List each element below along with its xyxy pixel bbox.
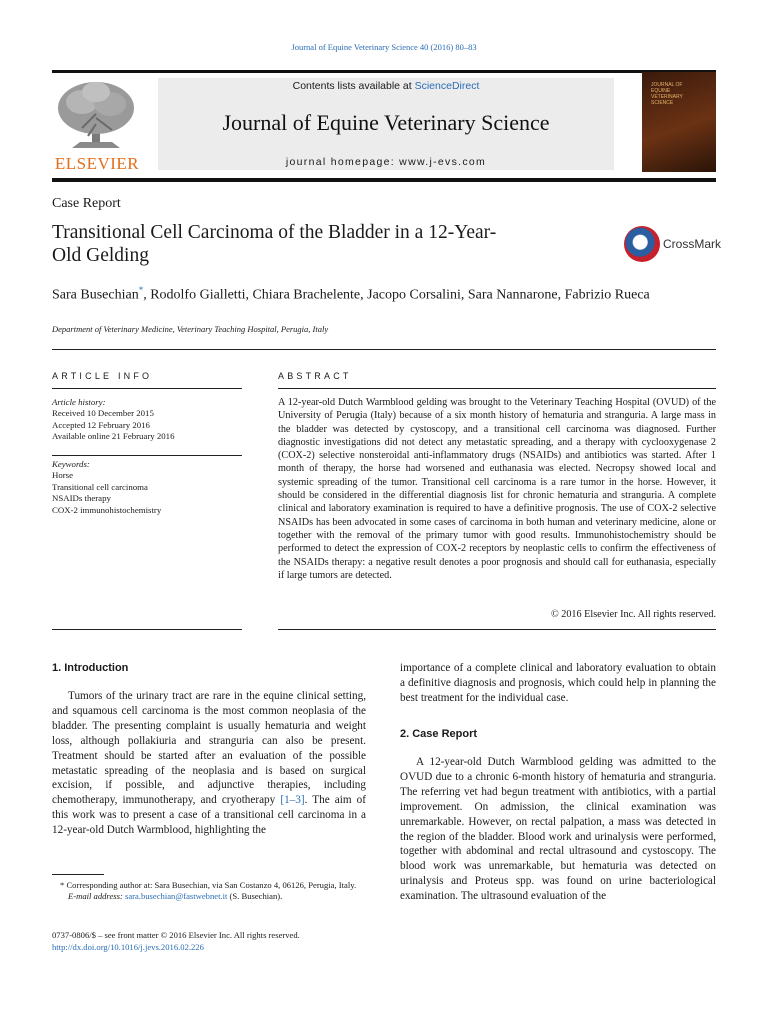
history-label: Article history: <box>52 397 106 407</box>
doi-link[interactable]: http://dx.doi.org/10.1016/j.jevs.2016.02.226 <box>52 942 204 952</box>
keywords-label: Keywords: <box>52 459 90 469</box>
received-date: Received 10 December 2015 <box>52 408 154 419</box>
sciencedirect-link[interactable]: ScienceDirect <box>414 80 480 92</box>
crossmark-icon[interactable] <box>624 226 660 262</box>
email-label: E-mail address: <box>68 891 125 902</box>
intro-continuation-text: importance of a complete clinical and laboratory evaluation to obtain a definitive diagnosis and prognosis, which could help in planning the best treatment for the individual case. <box>400 662 716 704</box>
email-link[interactable]: sara.busechian@fastwebnet.it <box>124 891 228 902</box>
article-history <box>52 397 242 443</box>
footnote-rule <box>52 874 104 875</box>
author-first: Sara Busechian <box>52 287 139 303</box>
abstract-heading: ABSTRACT <box>278 371 352 381</box>
intro-text-part1: Tumors of the urinary tract are rare in the equine clinical setting, and squamous cell carcinoma is the most common neoplasia of the bladder. The presenting complaint is usually hematuria and weight loss, although pollakiuria and stranguria can also be present. Treatment should be started after an evaluation of the possible metastatic spreading of the neoplasia and is based on surgical excision, if possible, and adjunctive therapies, including chemotherapy, immunotherapy, and cryotherapy <box>52 690 366 807</box>
email-suffix: (S. Busechian). <box>227 891 283 902</box>
journal-title: Journal of Equine Veterinary Science <box>222 110 550 135</box>
crossmark-label[interactable]: CrossMark <box>663 237 722 251</box>
intro-text-part2: . The aim of this work was to present a case of a transitional cell carcinoma in a 12-year-old Dutch Warmblood, highlighting the <box>52 794 366 837</box>
intro-continuation <box>400 661 716 706</box>
article-title: Transitional Cell Carcinoma of the Bladder in a 12-Year-Old Gelding <box>52 222 497 266</box>
reference-link[interactable]: [1–3] <box>280 794 305 807</box>
keyword: Transitional cell carcinoma <box>52 481 148 492</box>
keywords-block <box>52 459 242 516</box>
corresponding-footnote <box>52 880 382 903</box>
info-bottom-rule <box>52 629 242 630</box>
keyword: COX-2 immunohistochemistry <box>52 504 162 515</box>
case-report-text <box>400 755 716 904</box>
case-report-heading: 2. Case Report <box>400 728 478 740</box>
introduction-text <box>52 689 366 838</box>
abstract-copyright: © 2016 Elsevier Inc. All rights reserved. <box>550 609 716 620</box>
author-others: , Rodolfo Gialletti, Chiara Brachelente, Jacopo Corsalini, Sara Nannarone, Fabrizio Rueca <box>143 287 650 303</box>
keyword: NSAIDs therapy <box>52 493 111 504</box>
masthead-bottom-rule <box>52 178 716 182</box>
footnote-mark: * <box>60 880 65 890</box>
contents-prefix: Contents lists available at <box>292 80 415 92</box>
introduction-heading: 1. Introduction <box>52 662 129 674</box>
author-list <box>52 281 716 305</box>
case-report-paragraph: A 12-year-old Dutch Warmblood gelding was admitted to the OVUD due to a chronic 6-month history of hematuria and stranguria. The referring vet had begun treatment with antibiotics, with a partial improvement. On admission, the clinical examination was unremarkable. However, on rectal palpation, a mass was detected in the region of the bladder. Blood work and urinalysis were performed, together with abdominal and rectal ultrasound and cystoscopy. The blood work was unremarkable, but hematuria was detected on urinalysis and Proteus spp. was found on urine bacteriological examination. The ultrasound evaluation of the <box>400 756 716 903</box>
accepted-date: Accepted 12 February 2016 <box>52 419 150 430</box>
article-type: Case Report <box>52 196 121 211</box>
abstract-bottom-rule <box>278 629 716 630</box>
top-rule <box>52 70 716 73</box>
keyword: Horse <box>52 470 74 481</box>
abstract-rule <box>278 388 716 389</box>
article-info-rule <box>52 388 242 389</box>
header-divider <box>52 349 716 350</box>
issn-line: 0737-0806/$ – see front matter © 2016 Elsevier Inc. All rights reserved. <box>52 930 300 940</box>
journal-homepage-link[interactable]: journal homepage: www.j-evs.com <box>285 156 487 168</box>
publisher-logo-text: ELSEVIER <box>54 154 140 173</box>
journal-cover-text: JOURNAL OF EQUINE VETERINARY SCIENCE <box>651 82 683 106</box>
abstract-text: A 12-year-old Dutch Warmblood gelding was brought to the Veterinary Teaching Hospital (OVUD) of the University of Perugia (Italy) because of a six month history of hematuria and stranguria. A large mass in the bladder was detected by cystoscopy, and a transitional cell carcinoma was diagnosed. Further diagnostic investigations did not detect any metastatic spreading, and a therapy with cyclooxygenase 2 (COX-2) selective nonsteroidal anti-inflammatory drugs (NSAIDs) and antibiotics was started. After 1 month of therapy, the horse had worsened and euthanasia was elected. Necropsy showed local and systemic spreading of the tumor. Transitional cell carcinoma is a rare tumor in the horse. However, it should be considered in the differential diagnosis list for chronic hematuria and stranguria. A complete clinical and laboratory examination is required to have a definitive prognosis. The use of COX-2 selective NSAIDs has been advocated in some cases of carcinoma in both human and veterinary medicine, alone or together with the removal of the primary tumor with good results. Immunohistochemistry should be performed to detect the expression of COX-2 receptors by neoplastic cells to confirm the effectiveness of the NSAIDs therapy: a negative result denotes a poor prognosis and should call for euthanasia, especially if large tumors are detected. <box>278 397 716 581</box>
journal-citation-link[interactable]: Journal of Equine Veterinary Science 40 (2016) 80–83 <box>291 42 477 52</box>
corresponding-author-mark[interactable]: * <box>138 285 144 295</box>
corresponding-address: Corresponding author at: Sara Busechian, via San Costanzo 4, 06126, Perugia, Italy. <box>64 880 357 890</box>
article-info-heading: ARTICLE INFO <box>52 371 153 381</box>
affiliation: Department of Veterinary Medicine, Veterinary Teaching Hospital, Perugia, Italy <box>52 324 329 334</box>
online-date: Available online 21 February 2016 <box>52 431 175 442</box>
keywords-rule <box>52 455 242 456</box>
contents-line <box>158 80 614 92</box>
